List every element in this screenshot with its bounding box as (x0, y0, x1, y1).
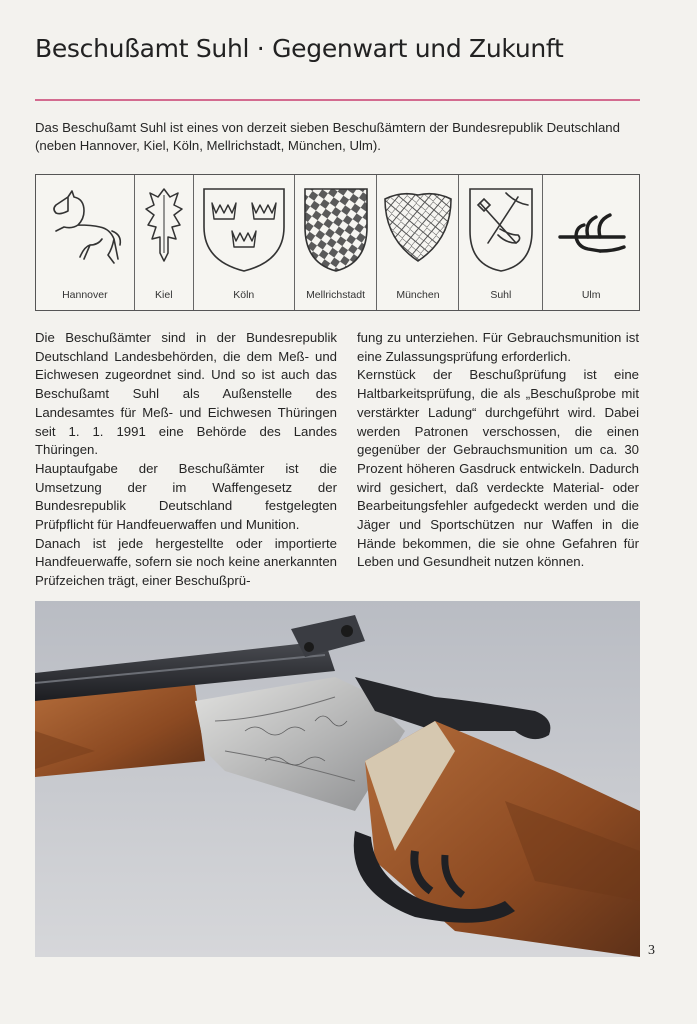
body-column-left (35, 329, 337, 591)
crest-name: Kiel (155, 289, 173, 301)
crest-cell-koeln (194, 175, 295, 310)
nettle-leaf-icon (142, 183, 186, 273)
crest-cell-ulm (543, 175, 639, 310)
lozenge-shield-icon (381, 189, 455, 265)
body-paragraph: Danach ist jede hergestellte oder importierte Handfeuerwaffe, sofern sie noch keine anerkannten Prüfzeichen trägt, einer Beschußprü- (35, 535, 337, 589)
shotgun-photo (35, 601, 640, 957)
horse-icon (42, 183, 128, 273)
page-number: 3 (648, 943, 655, 958)
crest-name: Köln (233, 289, 255, 301)
crest-cell-suhl (459, 175, 543, 310)
crest-name: Suhl (490, 289, 512, 301)
crest-name: München (396, 289, 440, 301)
shotgun-illustration (35, 601, 640, 957)
crest-name: Mellrichstadt (306, 289, 365, 301)
body-paragraph: Hauptaufgabe der Beschußämter ist die Umsetzung der im Waffengesetz der Bundesrepublik Deutschland festgelegten Prüfpflicht für Handfeuerwaffen und Munition. (35, 460, 337, 533)
crest-cell-hannover (36, 175, 135, 310)
body-paragraph: fung zu unterziehen. Für Gebrauchsmunition ist eine Zulassungsprüfung erforderlich. (357, 330, 639, 364)
crest-cell-muenchen (377, 175, 459, 310)
intro-text: Das Beschußamt Suhl ist eines von derzeit sieben Beschußämtern der Bundesrepublik Deutschland (neben Hannover, Kiel, Köln, Mellrichstadt, München, Ulm). (35, 120, 620, 153)
three-crowns-icon (198, 183, 290, 275)
bavarian-lozenge-icon (301, 183, 371, 275)
crest-name: Hannover (62, 289, 108, 301)
body-paragraph: Die Beschußämter sind in der Bundesrepublik Deutschland Landesbehörden, die dem Meß- und Eichwesen zugeordnet sind. Und so ist auch das Beschußamt Suhl als Außenstelle des Landesamtes für Meß- und Eichwesen Thüringen seit 1. 1. 1991 eine Behörde des Landes Thüringen. (35, 330, 337, 458)
crest-table (35, 174, 640, 311)
crest-name: Ulm (581, 289, 601, 301)
title-rule (35, 99, 640, 101)
antler-mark-icon (548, 191, 634, 271)
crest-cell-mellrichstadt (295, 175, 378, 310)
body-column-right (357, 329, 639, 572)
hammer-pick-icon (466, 183, 536, 275)
crest-cell-kiel (135, 175, 194, 310)
body-paragraph: Kernstück der Beschußprüfung ist eine Haltbarkeitsprüfung, die als „Beschußprobe mit verstärkter Ladung“ durchgeführt wird. Dabei werden Patronen verschossen, die einen gegenüber der Gebrauchsmunition um ca. 30 Prozent höheren Gasdruck entwickeln. Dadurch wird gesichert, daß verdeckte Material- oder Bearbeitungsfehler aufgedeckt werden und die Jäger und Sportschützen nur Waffen in die Hände bekommen, die sie ohne Gefahren für Leben und Gesundheit nutzen können. (357, 367, 639, 570)
page-title: Beschußamt Suhl · Gegenwart und Zukunft (35, 34, 564, 63)
